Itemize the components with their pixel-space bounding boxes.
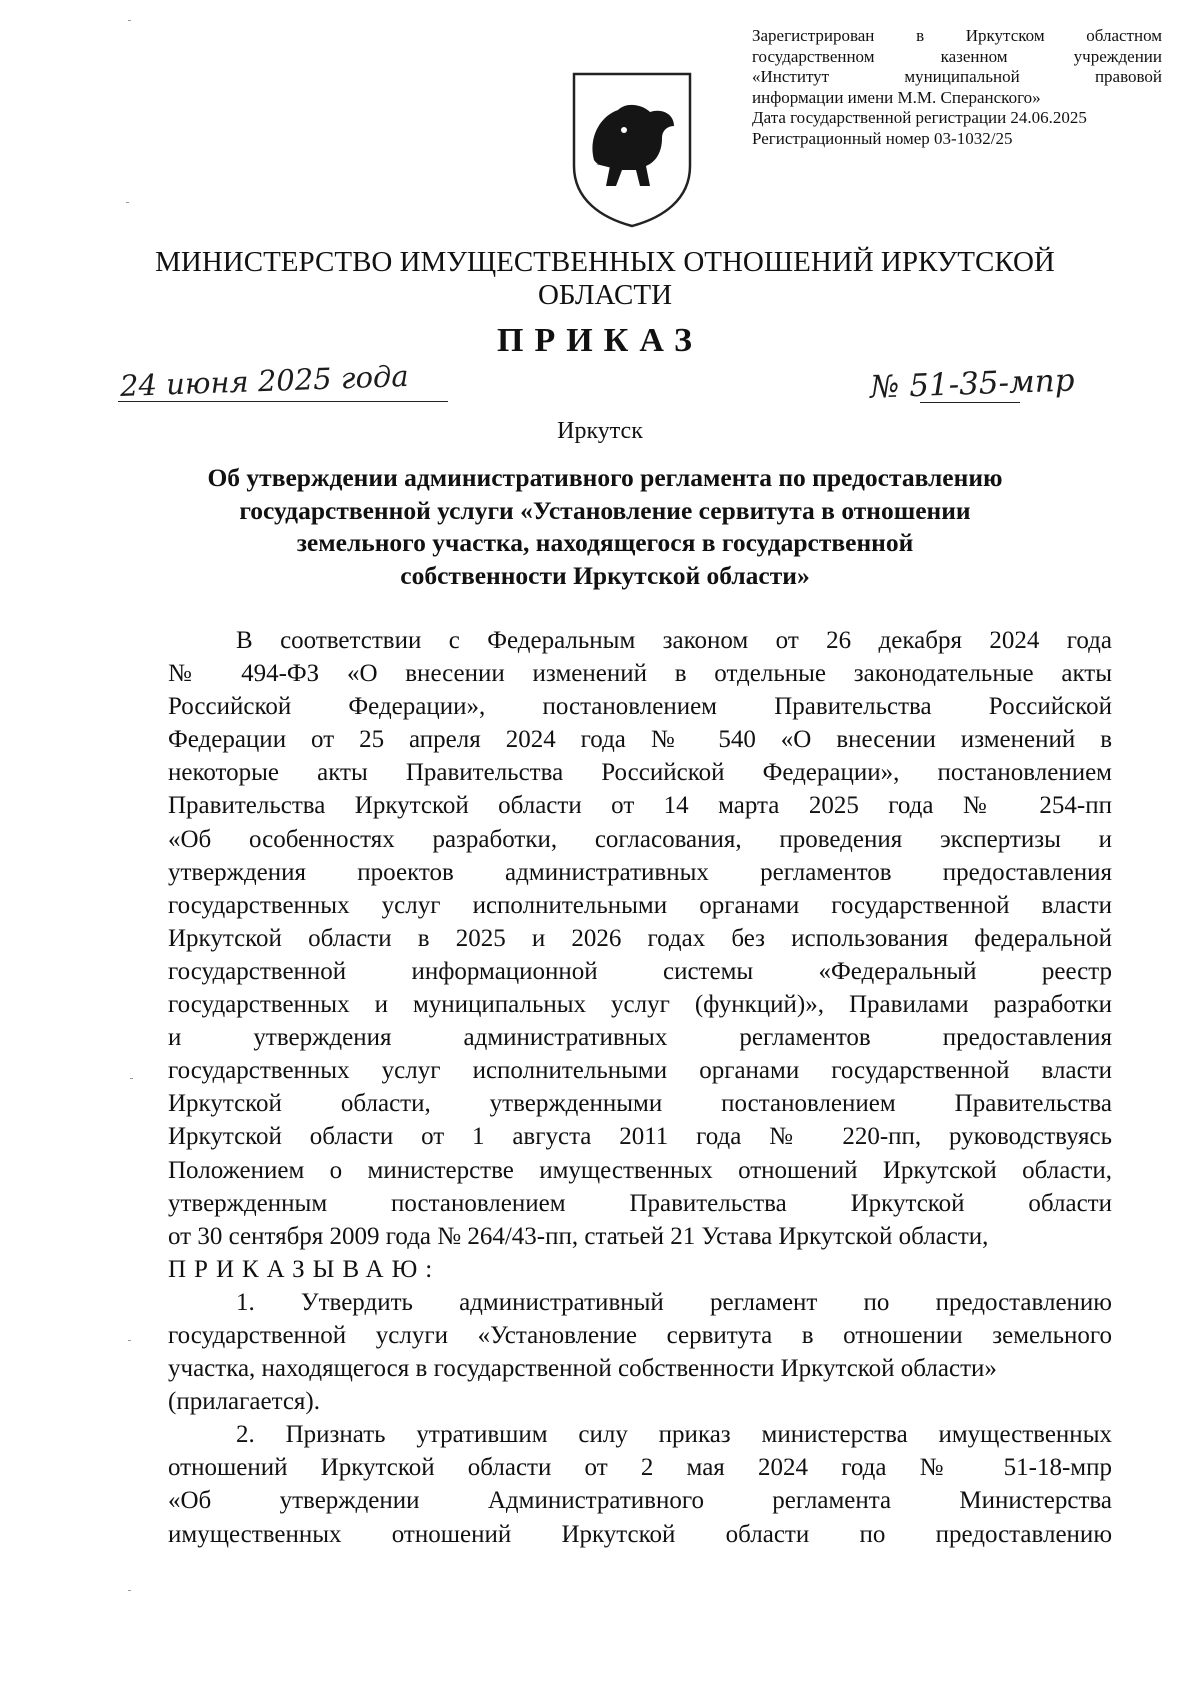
scan-artifact [128, 1590, 131, 1591]
body-line: Положением о министерстве имущественных отношений Иркутской области, [168, 1156, 1112, 1184]
coat-of-arms-icon [566, 68, 698, 230]
ministry-name [150, 246, 1060, 312]
order-directive: ПРИКАЗЫВАЮ: [168, 1255, 441, 1283]
body-line: «Об особенностях разработки, согласования, проведения экспертизы и [168, 825, 1112, 853]
registration-stamp [752, 26, 1162, 149]
ministry-name-line: ОБЛАСТИ [537, 279, 673, 311]
city-name: Иркутск [557, 418, 643, 444]
subject-line: земельного участка, находящегося в государственной [296, 528, 914, 557]
body-line: имущественных отношений Иркутской области по предоставлению [168, 1520, 1112, 1548]
body-line: Иркутской области от 1 августа 2011 года № 220-пп, руководствуясь [168, 1123, 1112, 1151]
body-line: 2. Признать утратившим силу приказ министерства имущественных [236, 1421, 1112, 1449]
body-line: Правительства Иркутской области от 14 марта 2025 года № 254-пп [168, 792, 1112, 820]
body-line: 1. Утвердить административный регламент по предоставлению [236, 1288, 1112, 1316]
body-line: государственных и муниципальных услуг (функций)», Правилами разработки [168, 991, 1112, 1019]
body-line: некоторые акты Правительства Российской Федерации», постановлением [168, 759, 1112, 787]
body-line: утвержденным постановлением Правительства Иркутской области [168, 1189, 1112, 1217]
body-line: Иркутской области, утвержденными постановлением Правительства [168, 1090, 1112, 1118]
number-underline [920, 402, 1020, 403]
date-underline [118, 401, 448, 402]
registration-line: Зарегистрирован в Иркутском областном [752, 26, 1162, 45]
body-line: и утверждения административных регламентов предоставления [168, 1024, 1112, 1052]
body-line: № 494-ФЗ «О внесении изменений в отдельные законодательные акты [168, 660, 1112, 688]
body-line: государственных услуг исполнительными органами государственной власти [168, 891, 1112, 919]
document-subject [150, 462, 1060, 592]
subject-line: государственной услуги «Установление сервитута в отношении [239, 495, 971, 525]
subject-line: собственности Иркутской области» [400, 560, 810, 590]
body-line: В соответствии с Федеральным законом от 26 декабря 2024 года [236, 627, 1112, 654]
body-line: государственной информационной системы «Федеральный реестр [168, 957, 1112, 985]
subject-line: Об утверждении административного регламента по предоставлению [207, 463, 1003, 492]
body-line: «Об утверждении Административного регламента Министерства [168, 1487, 1112, 1515]
body-line: государственной услуги «Установление сервитута в отношении земельного [168, 1321, 1112, 1349]
body-line: Федерации от 25 апреля 2024 года № 540 «О внесении изменений в [168, 726, 1112, 754]
scan-artifact [130, 1078, 133, 1079]
body-line: государственных услуг исполнительными органами государственной власти [168, 1057, 1112, 1085]
handwritten-number: № 51-35-мпр [869, 362, 1076, 406]
scan-artifact [128, 20, 131, 21]
registration-line: Дата государственной регистрации 24.06.2025 [752, 108, 1087, 127]
registration-line: государственном казенном учреждении [752, 46, 1162, 66]
ministry-name-line: МИНИСТЕРСТВО ИМУЩЕСТВЕННЫХ ОТНОШЕНИЙ ИРКУТСКОЙ [155, 246, 1055, 278]
registration-line: «Институт муниципальной правовой [752, 67, 1162, 86]
document-type-heading: ПРИКАЗ [497, 322, 703, 359]
body-line: (прилагается). [168, 1388, 321, 1416]
scan-artifact [128, 1340, 131, 1341]
body-line: Российской Федерации», постановлением Правительства Российской [168, 693, 1112, 721]
body-line: отношений Иркутской области от 2 мая 2024 года № 51-18-мпр [168, 1454, 1112, 1482]
registration-line: информации имени М.М. Сперанского» [752, 87, 1041, 107]
registration-line: Регистрационный номер 03-1032/25 [752, 128, 1013, 148]
body-line: участка, находящегося в государственной собственности Иркутской области» [168, 1355, 997, 1383]
body-line: утверждения проектов административных регламентов предоставления [168, 858, 1112, 886]
body-line: от 30 сентября 2009 года № 264/43-пп, статьей 21 Устава Иркутской области, [168, 1222, 989, 1250]
body-line: Иркутской области в 2025 и 2026 годах без использования федеральной [168, 924, 1112, 952]
document-body [168, 624, 1112, 1551]
handwritten-date: 24 июня 2025 года [119, 358, 410, 404]
scan-artifact [126, 202, 129, 203]
